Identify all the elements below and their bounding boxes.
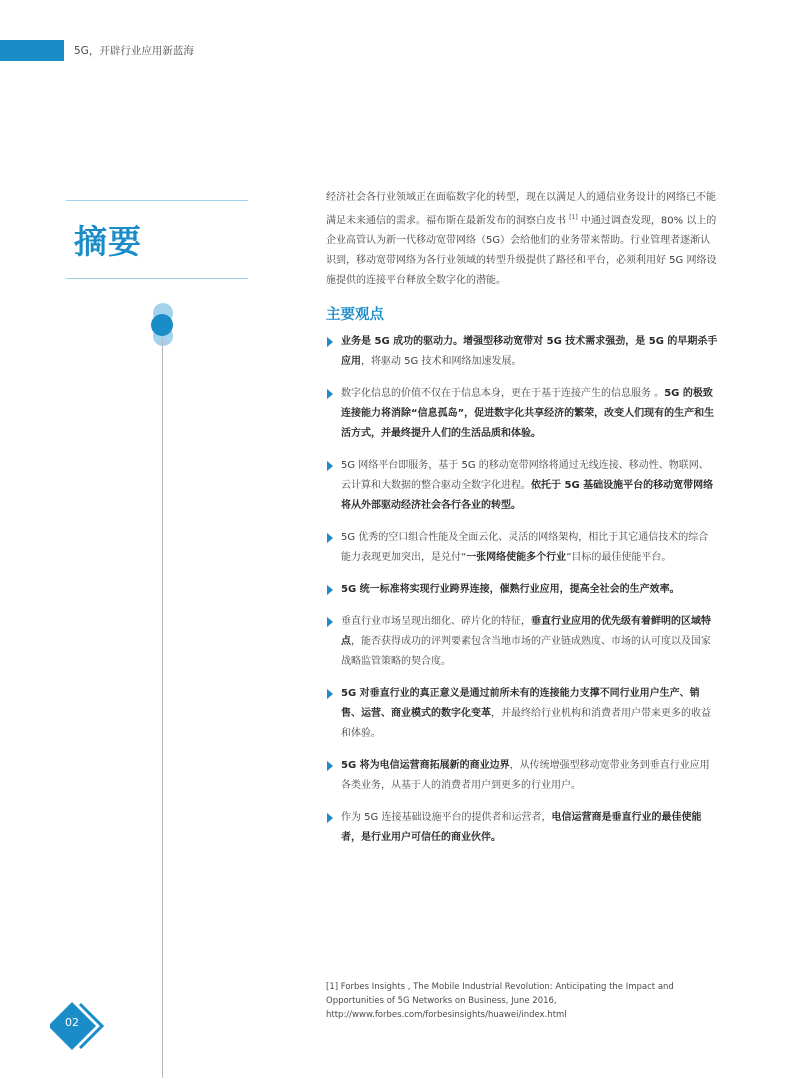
- key-points-heading: 主要观点: [326, 307, 384, 323]
- bullet-arrow-icon: [327, 337, 333, 347]
- list-item: 垂直行业市场呈现出细化、碎片化的特征，垂直行业应用的优先级有着鲜明的区域特点，能否获得成功的评判要素包含当地市场的产业链成熟度、市场的认可度以及国家战略监管策略的契合度。: [326, 612, 718, 672]
- timeline-vertical-line: [162, 338, 163, 1078]
- list-item: 业务是 5G 成功的驱动力。增强型移动宽带对 5G 技术需求强劲，是 5G 的早期杀手应用，将驱动 5G 技术和网络加速发展。: [326, 332, 718, 372]
- key-points-list: [326, 332, 718, 848]
- bullet-arrow-icon: [327, 761, 333, 771]
- title-rule-top: [66, 200, 248, 201]
- bullet-arrow-icon: [327, 689, 333, 699]
- list-item: 数字化信息的价值不仅在于信息本身，更在于基于连接产生的信息服务 。5G 的极致连接能力将消除“信息孤岛”，促进数字化共享经济的繁荣，改变人们现有的生产和生活方式，并最终提升人们的生活品质和体验。: [326, 384, 718, 444]
- intro-text-after: 中通过调查发现，80% 以上的企业高管认为新一代移动宽带网络（5G）会给他们的业务带来帮助。行业管理者逐渐认识到，移动宽带网络为各行业领域的转型升级提供了路径和平台，必须利用好 5G 网络设施提供的连接平台释放全数字化的潜能。: [326, 215, 717, 287]
- running-header-title: 5G，开辟行业应用新蓝海: [74, 45, 194, 57]
- section-title: 摘要: [74, 222, 142, 261]
- list-item: 5G 将为电信运营商拓展新的商业边界，从传统增强型移动宽带业务到垂直行业应用各类业务，从基于人的消费者用户到更多的行业用户。: [326, 756, 718, 796]
- list-item: 5G 优秀的空口组合性能及全面云化、灵活的网络架构，相比于其它通信技术的综合能力表现更加突出，是兑付“一张网络使能多个行业”目标的最佳使能平台。: [326, 528, 718, 568]
- page-number: 02: [65, 1016, 79, 1029]
- bullet-arrow-icon: [327, 389, 333, 399]
- list-item: 5G 网络平台即服务，基于 5G 的移动宽带网络将通过无线连接、移动性、物联网、云计算和大数据的整合驱动全数字化进程。依托于 5G 基础设施平台的移动宽带网络将从外部驱动经济社会各行各业的转型。: [326, 456, 718, 516]
- list-item: 5G 对垂直行业的真正意义是通过前所未有的连接能力支撑不同行业用户生产、销售、运营、商业模式的数字化变革，并最终给行业机构和消费者用户带来更多的收益和体验。: [326, 684, 718, 744]
- title-rule-bottom: [66, 278, 248, 279]
- timeline-dot-center: [151, 314, 173, 336]
- bullet-arrow-icon: [327, 617, 333, 627]
- footnote: [1] Forbes Insights , The Mobile Industrial Revolution: Anticipating the Impact and Opportunities of 5G Networks on Business, June 2016, http://www.forbes.com/forbesinsights/huawei/index.html: [326, 982, 674, 1020]
- footnote-ref: [1]: [569, 214, 578, 221]
- intro-text-before: 经济社会各行业领域正在面临数字化的转型，现在以满足人的通信业务设计的网络已不能满足未来通信的需求。福布斯在最新发布的洞察白皮书: [326, 192, 716, 227]
- header-accent-bar: [0, 40, 64, 61]
- bullet-arrow-icon: [327, 813, 333, 823]
- intro-paragraph: [326, 188, 718, 291]
- list-item: 5G 统一标准将实现行业跨界连接，催熟行业应用，提高全社会的生产效率。: [326, 580, 718, 600]
- bullet-arrow-icon: [327, 533, 333, 543]
- list-item: 作为 5G 连接基础设施平台的提供者和运营者，电信运营商是垂直行业的最佳使能者，是行业用户可信任的商业伙伴。: [326, 808, 718, 848]
- bullet-arrow-icon: [327, 585, 333, 595]
- bullet-arrow-icon: [327, 461, 333, 471]
